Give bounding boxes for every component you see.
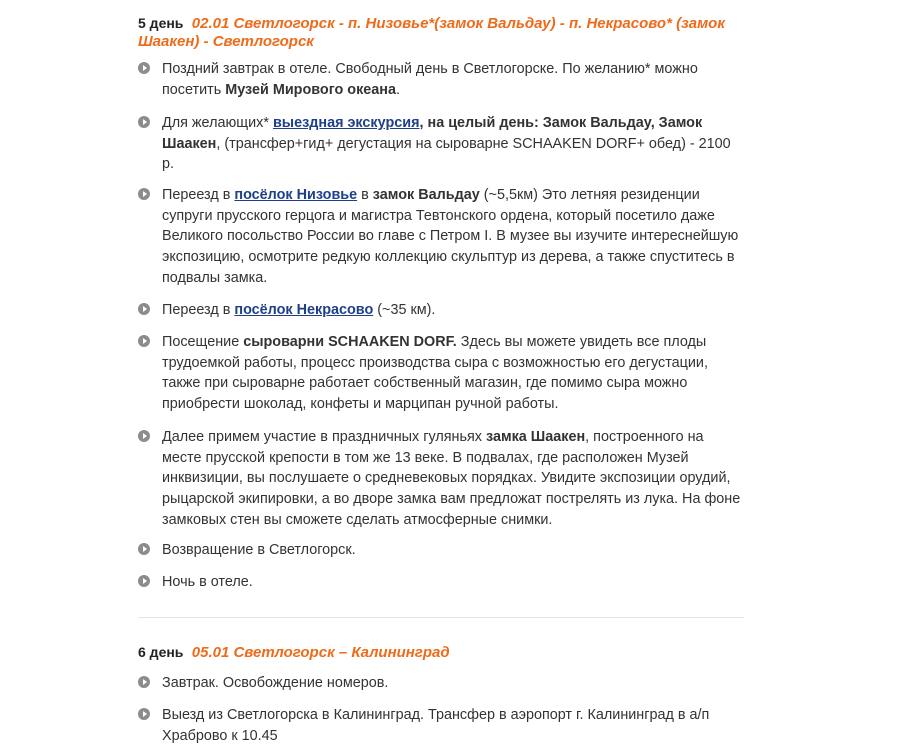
day-route: 02.01 Светлогорск - п. Низовье*(замок Вальдау) - п. Некрасово* (замок Шаакен) - Светлогорск [138,15,725,50]
museum-name: Музей Мирового океана [225,81,396,98]
divider [138,617,744,618]
excursion-link[interactable]: выездная экскурсия [272,115,420,131]
list-item: Поздний завтрак в отеле. Свободный день в Светлогорске. По желанию* можно посетить Музей Мирового океана. [138,59,744,100]
play-bullet-icon [138,188,150,200]
nizovye-link[interactable]: посёлок Низовье [234,187,358,203]
list-item: Завтрак. Освобождение номеров. [138,673,744,694]
list-item: Возвращение в Светлогорск. [138,540,744,561]
play-bullet-icon [138,335,150,347]
day-number: 6 день [138,644,184,660]
play-bullet-icon [138,303,150,315]
day-5-header [138,14,738,51]
list-item: Переезд в посёлок Низовье в замок Вальдау (~5,5км) Это летняя резиденции супруги прусского герцога и магистра Тевтонского ордена, который посетило даже Великого посольство России во главе с Петром I. В музее вы изучите интереснейшую экспозицию, осмотрите редкую коллекцию скульптур из дерева, а также спуститесь в подвалы замка. [138,185,744,289]
day-6-header [138,643,738,662]
day-number: 5 день [138,15,184,31]
play-bullet-icon [138,116,150,128]
list-item: Далее примем участие в праздничных гуляньях замка Шаакен, построенного на месте прусской крепости в том же 13 веке. В подвалах, где расположен Музей инквизиции, вы послушаете о средневековых порядках. Увидите экспозиции орудий, рыцарской экипировки, а во дворе замка вам предложат пострелять из лука. На фоне замковых стен вы сможете сделать атмосферные снимки. [138,427,744,531]
play-bullet-icon [138,575,150,587]
play-bullet-icon [138,62,150,74]
list-item: Посещение сыроварни SCHAAKEN DORF. Здесь вы можете увидеть все плоды трудоемкой работы, процесс производства сыра с возможностью его дегустации, также при сыроварне работает собственный магазин, где помимо сыра можно приобрести шоколад, конфеты и марципан ручной работы. [138,332,744,415]
play-bullet-icon [138,543,150,555]
day-route: 05.01 Светлогорск – Калининград [191,644,450,661]
play-bullet-icon [138,676,150,688]
list-item: Выезд из Светлогорска в Калининград. Трансфер в аэропорт г. Калининград в а/п Храброво к 10.45 [138,705,744,746]
list-item: Для желающих* выездная экскурсия, на целый день: Замок Вальдау, Замок Шаакен, (трансфер+гид+ дегустация на сыроварне SCHAAKEN DORF+ обед) - 2100 р. [138,113,744,175]
list-item: Ночь в отеле. [138,572,744,593]
play-bullet-icon [138,430,150,442]
list-item: Переезд в посёлок Некрасово (~35 км). [138,300,744,321]
play-bullet-icon [138,708,150,720]
nekrasovo-link[interactable]: посёлок Некрасово [234,302,374,318]
